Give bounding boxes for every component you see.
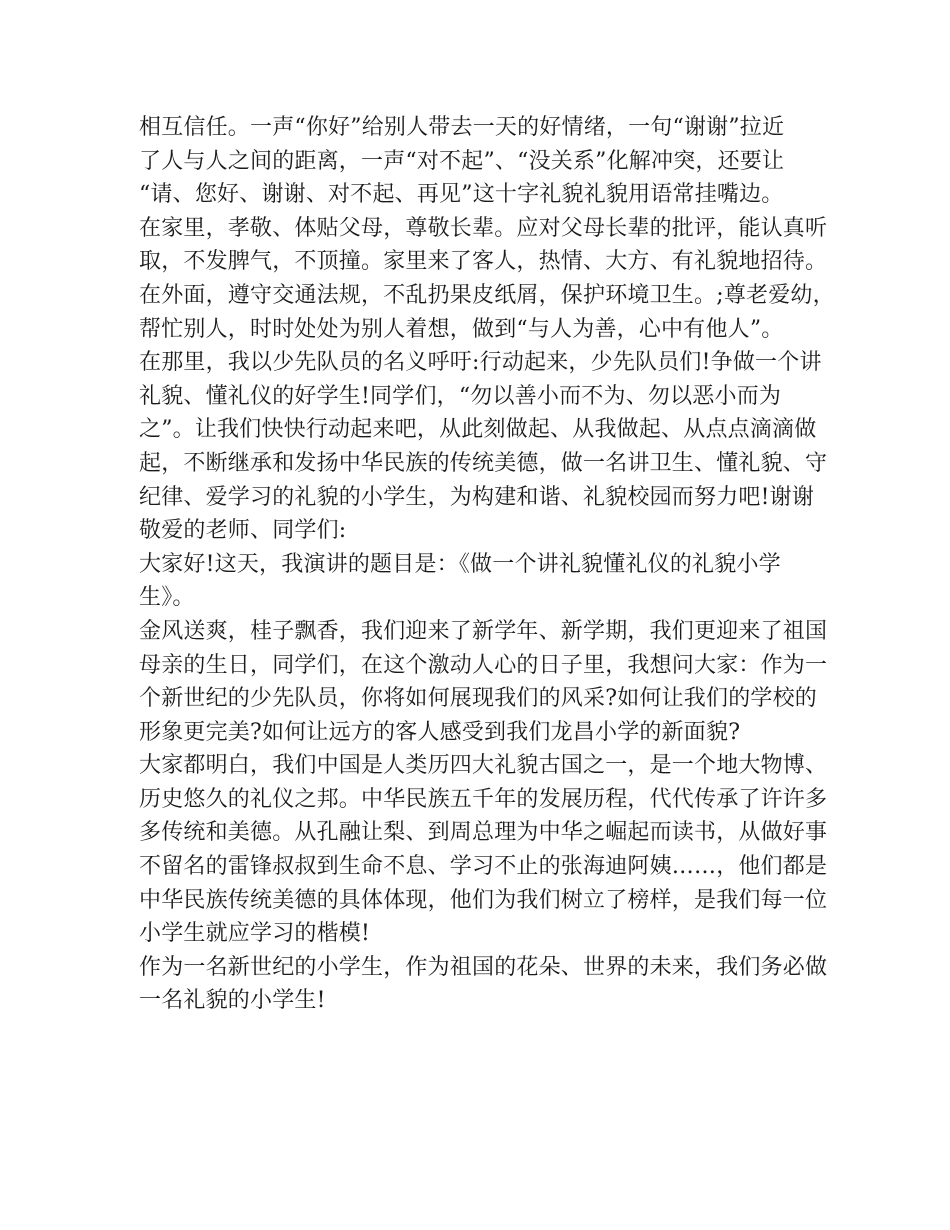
text-line: 取，不发脾气，不顶撞。家里来了客人，热情、大方、有礼貌地招待。 bbox=[139, 249, 828, 275]
text-line: 一名礼貌的小学生! bbox=[139, 988, 326, 1014]
text-line: 作为一名新世纪的小学生，作为祖国的花朵、世界的未来，我们务必做 bbox=[139, 954, 828, 980]
text-line: 了人与人之间的距离，一声“对不起”、“没关系”化解冲突，还要让 bbox=[139, 148, 785, 174]
text-line: 多传统和美德。从孔融让梨、到周总理为中华之崛起而读书，从做好事 bbox=[139, 820, 828, 846]
text-line: 相互信任。一声“你好”给别人带去一天的好情绪，一句“谢谢”拉近 bbox=[139, 115, 785, 140]
document-body bbox=[139, 111, 835, 1018]
text-line: 生》。 bbox=[139, 585, 195, 611]
text-line: 帮忙别人，时时处处为别人着想，做到“与人为善，心中有他人”。 bbox=[139, 316, 784, 342]
text-line: 母亲的生日，同学们，在这个激动人心的日子里，我想问大家：作为一 bbox=[139, 652, 828, 678]
text-line: “请、您好、谢谢、对不起、再见”这十字礼貌礼貌用语常挂嘴边。 bbox=[139, 182, 784, 208]
text-line: 之”。让我们快快行动起来吧，从此刻做起、从我做起、从点点滴滴做 bbox=[139, 417, 817, 443]
text-line: 小学生就应学习的楷模! bbox=[139, 921, 371, 947]
text-line: 起，不断继承和发扬中华民族的传统美德，做一名讲卫生、懂礼貌、守 bbox=[139, 450, 828, 476]
text-line: 历史悠久的礼仪之邦。中华民族五千年的发展历程，代代传承了许许多 bbox=[139, 786, 828, 812]
text-line: 大家好!这天，我演讲的题目是：《做一个讲礼貌懂礼仪的礼貌小学 bbox=[139, 551, 781, 577]
text-line: 在外面，遵守交通法规，不乱扔果皮纸屑，保护环境卫生。;尊老爱幼， bbox=[139, 282, 835, 308]
text-line: 形象更完美?如何让远方的客人感受到我们龙昌小学的新面貌? bbox=[139, 719, 741, 745]
text-line: 中华民族传统美德的具体体现，他们为我们树立了榜样，是我们每一位 bbox=[139, 887, 828, 913]
text-line: 个新世纪的少先队员，你将如何展现我们的风采?如何让我们的学校的 bbox=[139, 686, 817, 712]
text-line: 礼貌、懂礼仪的好学生!同学们，“勿以善小而不为、勿以恶小而为 bbox=[139, 383, 782, 409]
text-line: 在那里，我以少先队员的名义呼吁:行动起来，少先队员们!争做一个讲 bbox=[139, 350, 822, 376]
text-line: 纪律、爱学习的礼貌的小学生，为构建和谐、礼貌校园而努力吧!谢谢 bbox=[139, 484, 815, 510]
text-line: 不留名的雷锋叔叔到生命不息、学习不止的张海迪阿姨……，他们都是 bbox=[139, 854, 828, 880]
text-line: 金风送爽，桂子飘香，我们迎来了新学年、新学期，我们更迎来了祖国 bbox=[139, 618, 828, 644]
text-line: 大家都明白，我们中国是人类历四大礼貌古国之一，是一个地大物博、 bbox=[139, 753, 828, 779]
text-line: 敬爱的老师、同学们: bbox=[139, 518, 347, 544]
text-line: 在家里，孝敬、体贴父母，尊敬长辈。应对父母长辈的批评，能认真听 bbox=[139, 215, 828, 241]
